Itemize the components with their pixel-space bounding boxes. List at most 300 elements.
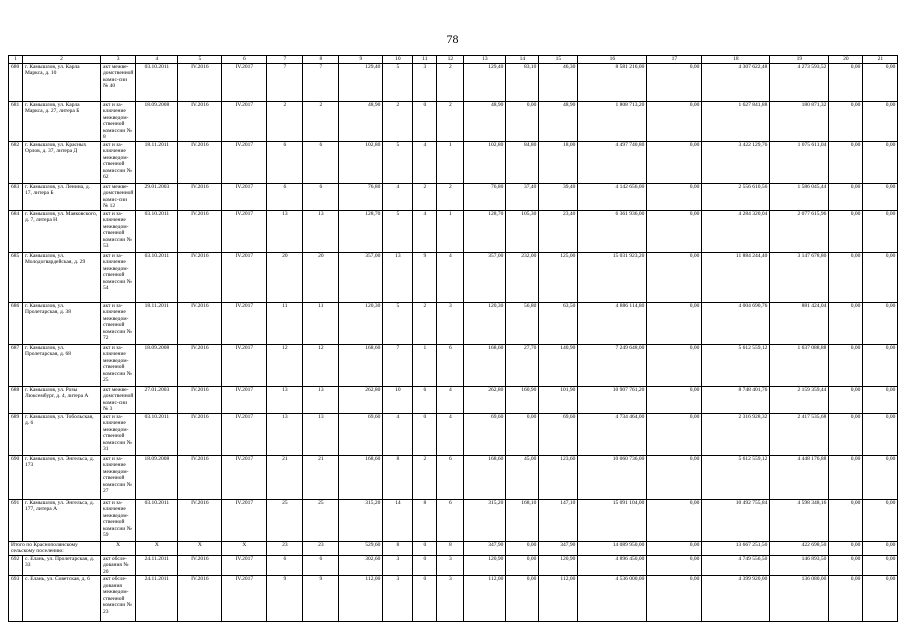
value-cell: 168,60 xyxy=(464,455,506,499)
value-cell: 3 xyxy=(437,302,464,344)
date-cell: 03.10.2011 xyxy=(136,413,178,455)
column-number-row xyxy=(9,56,898,64)
period-cell: IV.2016 xyxy=(178,413,222,455)
period-cell: IV.2017 xyxy=(222,413,267,455)
value-cell: 0,00 xyxy=(863,63,898,101)
value-cell: 2 xyxy=(383,101,413,141)
column-number: 1 xyxy=(9,56,23,64)
housing-table xyxy=(8,55,898,622)
table-row xyxy=(9,63,898,101)
value-cell: 0,00 xyxy=(863,576,898,622)
value-cell: 48,90 xyxy=(464,101,506,141)
value-cell: 5 xyxy=(383,63,413,101)
subtotal-value: 422 698,50 xyxy=(770,541,829,555)
row-number: 681 xyxy=(9,101,23,141)
row-number: 686 xyxy=(9,302,23,344)
table-row xyxy=(9,183,898,210)
value-cell: 20 xyxy=(267,252,303,302)
subtotal-x: X xyxy=(136,541,178,555)
value-cell: 123,60 xyxy=(539,455,578,499)
value-cell: 146 893,50 xyxy=(770,555,829,576)
document-cell: акт и за-ключение межведом-ственной комиссии № 25 xyxy=(101,344,136,386)
value-cell: 0,00 xyxy=(829,252,863,302)
value-cell: 37,40 xyxy=(506,183,539,210)
value-cell: 2 xyxy=(413,183,437,210)
value-cell: 45,00 xyxy=(506,455,539,499)
value-cell: 168,10 xyxy=(506,499,539,541)
value-cell: 7 xyxy=(383,344,413,386)
document-cell: акт межве-домственной комис-сии № 40 xyxy=(101,63,136,101)
value-cell: 0,00 xyxy=(647,555,702,576)
value-cell: 11 884 244,40 xyxy=(702,252,770,302)
value-cell: 102,80 xyxy=(464,141,506,183)
value-cell: 0,00 xyxy=(647,183,702,210)
address-cell: г. Камышлов, ул. Пролетарская, д. 68 xyxy=(23,344,101,386)
value-cell: 180 871,32 xyxy=(770,101,829,141)
value-cell: 4 307 622,48 xyxy=(702,63,770,101)
value-cell: 13 xyxy=(267,413,303,455)
value-cell: 315,20 xyxy=(464,499,506,541)
value-cell: 27,70 xyxy=(506,344,539,386)
value-cell: 125,00 xyxy=(539,252,578,302)
value-cell: 3 xyxy=(437,576,464,622)
value-cell: 48,90 xyxy=(339,101,383,141)
value-cell: 136 080,00 xyxy=(770,576,829,622)
value-cell: 4 xyxy=(437,413,464,455)
value-cell: 0,00 xyxy=(863,210,898,252)
value-cell: 0,00 xyxy=(829,455,863,499)
value-cell: 0,00 xyxy=(863,183,898,210)
value-cell: 102,80 xyxy=(339,141,383,183)
value-cell: 4 142 656,00 xyxy=(578,183,647,210)
column-number: 11 xyxy=(413,56,437,64)
value-cell: 5 xyxy=(383,141,413,183)
period-cell: IV.2016 xyxy=(178,302,222,344)
value-cell: 2 316 928,32 xyxy=(702,413,770,455)
value-cell: 1 627 841,88 xyxy=(702,101,770,141)
period-cell: IV.2017 xyxy=(222,386,267,413)
document-cell: акт обсле-дования № 20 xyxy=(101,555,136,576)
value-cell: 0 xyxy=(413,576,437,622)
subtotal-x: X xyxy=(222,541,267,555)
value-cell: 168,60 xyxy=(464,344,506,386)
document-cell: акт и за-ключение межведом-ственной комиссии № 72 xyxy=(101,302,136,344)
address-cell: г. Камышлов, ул. Карла Маркса, д. 27, литера Б xyxy=(23,101,101,141)
value-cell: 5 612 559,12 xyxy=(702,455,770,499)
period-cell: IV.2017 xyxy=(222,455,267,499)
table-row xyxy=(9,344,898,386)
column-number: 20 xyxy=(829,56,863,64)
document-cell: акт и за-ключение межведом-ственной комиссии № 53 xyxy=(101,210,136,252)
value-cell: 168,60 xyxy=(339,344,383,386)
value-cell: 9 xyxy=(267,576,303,622)
value-cell: 0,00 xyxy=(647,413,702,455)
row-number: 689 xyxy=(9,413,23,455)
value-cell: 315,20 xyxy=(339,499,383,541)
subtotal-x: X xyxy=(178,541,222,555)
value-cell: 0,00 xyxy=(829,499,863,541)
value-cell: 4 xyxy=(413,210,437,252)
value-cell: 3 xyxy=(413,63,437,101)
date-cell: 03.10.2011 xyxy=(136,210,178,252)
period-cell: IV.2017 xyxy=(222,63,267,101)
value-cell: 13 xyxy=(303,413,339,455)
value-cell: 0,00 xyxy=(829,101,863,141)
subtotal-value: 347,90 xyxy=(539,541,578,555)
row-number: 684 xyxy=(9,210,23,252)
value-cell: 15 091 104,00 xyxy=(578,499,647,541)
value-cell: 2 xyxy=(437,63,464,101)
value-cell: 21 xyxy=(267,455,303,499)
table-row xyxy=(9,499,898,541)
subtotal-value: 14 089 950,00 xyxy=(578,541,647,555)
subtotal-value: 23 xyxy=(303,541,339,555)
table-row xyxy=(9,302,898,344)
value-cell: 4 497 740,80 xyxy=(578,141,647,183)
value-cell: 13 xyxy=(303,386,339,413)
document-cell: акт обсле-дования межведом-ственной комиссии № 23 xyxy=(101,576,136,622)
value-cell: 13 xyxy=(267,386,303,413)
value-cell: 0,00 xyxy=(863,499,898,541)
value-cell: 6 xyxy=(267,555,303,576)
subtotal-value: 529,60 xyxy=(339,541,383,555)
value-cell: 18,00 xyxy=(539,141,578,183)
value-cell: 6 xyxy=(267,141,303,183)
value-cell: 13 xyxy=(267,210,303,252)
period-cell: IV.2017 xyxy=(222,141,267,183)
value-cell: 6 xyxy=(437,344,464,386)
subtotal-value: 0 xyxy=(413,541,437,555)
value-cell: 0,00 xyxy=(647,455,702,499)
value-cell: 0,00 xyxy=(506,101,539,141)
address-cell: г. Камышлов, ул. Красных Орлов, д. 37, литера Д xyxy=(23,141,101,183)
value-cell: 0,00 xyxy=(863,413,898,455)
address-cell: с. Елань, ул. Советская, д. 6 xyxy=(23,576,101,622)
value-cell: 4 448 176,88 xyxy=(770,455,829,499)
date-cell: 18.09.2008 xyxy=(136,344,178,386)
value-cell: 4 886 114,80 xyxy=(578,302,647,344)
value-cell: 129,40 xyxy=(464,63,506,101)
row-number: 683 xyxy=(9,183,23,210)
subtotal-value: 347,90 xyxy=(464,541,506,555)
value-cell: 13 xyxy=(383,252,413,302)
value-cell: 302,60 xyxy=(339,555,383,576)
period-cell: IV.2017 xyxy=(222,302,267,344)
value-cell: 83,10 xyxy=(506,63,539,101)
value-cell: 1 xyxy=(413,344,437,386)
date-cell: 03.10.2011 xyxy=(136,499,178,541)
value-cell: 12 xyxy=(303,344,339,386)
column-number: 10 xyxy=(383,56,413,64)
row-number: 690 xyxy=(9,455,23,499)
value-cell: 6 xyxy=(437,499,464,541)
value-cell: 4 xyxy=(383,183,413,210)
value-cell: 4 749 556,50 xyxy=(702,555,770,576)
row-number: 692 xyxy=(9,555,23,576)
value-cell: 3 147 678,80 xyxy=(770,252,829,302)
value-cell: 25 xyxy=(303,499,339,541)
table-row xyxy=(9,455,898,499)
document-cell: акт и за-ключение межведом-ственной комиссии № 59 xyxy=(101,499,136,541)
subtotal-value: 8 xyxy=(383,541,413,555)
value-cell: 4 004 690,76 xyxy=(702,302,770,344)
value-cell: 1 637 088,88 xyxy=(770,344,829,386)
column-number: 16 xyxy=(578,56,647,64)
value-cell: 0,00 xyxy=(829,183,863,210)
value-cell: 0,00 xyxy=(863,455,898,499)
value-cell: 262,80 xyxy=(464,386,506,413)
column-number: 12 xyxy=(437,56,464,64)
value-cell: 39,40 xyxy=(539,183,578,210)
date-cell: 27.01.2003 xyxy=(136,386,178,413)
value-cell: 6 xyxy=(413,386,437,413)
value-cell: 3 xyxy=(383,555,413,576)
address-cell: г. Камышлов, ул. Розы Люксембург, д. 4, литера А xyxy=(23,386,101,413)
value-cell: 1 808 713,20 xyxy=(578,101,647,141)
document-cell: акт и за-ключение межведом-ственной комиссии № 31 xyxy=(101,413,136,455)
row-number: 680 xyxy=(9,63,23,101)
column-number: 5 xyxy=(178,56,222,64)
address-cell: г. Камышлов, ул. Пролетарская, д. 38 xyxy=(23,302,101,344)
value-cell: 232,00 xyxy=(506,252,539,302)
period-cell: IV.2016 xyxy=(178,576,222,622)
value-cell: 0,00 xyxy=(863,386,898,413)
value-cell: 0,00 xyxy=(647,63,702,101)
period-cell: IV.2016 xyxy=(178,555,222,576)
value-cell: 10 907 761,20 xyxy=(578,386,647,413)
period-cell: IV.2016 xyxy=(178,499,222,541)
value-cell: 6 xyxy=(303,183,339,210)
value-cell: 0,00 xyxy=(647,386,702,413)
period-cell: IV.2016 xyxy=(178,63,222,101)
value-cell: 10 xyxy=(383,386,413,413)
value-cell: 2 xyxy=(303,101,339,141)
period-cell: IV.2016 xyxy=(178,210,222,252)
value-cell: 262,80 xyxy=(339,386,383,413)
column-number: 3 xyxy=(101,56,136,64)
value-cell: 10 060 736,00 xyxy=(578,455,647,499)
period-cell: IV.2017 xyxy=(222,555,267,576)
value-cell: 0,00 xyxy=(647,344,702,386)
value-cell: 1 075 611,04 xyxy=(770,141,829,183)
value-cell: 101,90 xyxy=(539,386,578,413)
address-cell: г. Камышлов, ул. Тобольская, д. 6 xyxy=(23,413,101,455)
value-cell: 105,30 xyxy=(506,210,539,252)
column-number: 15 xyxy=(539,56,578,64)
date-cell: 18.09.2008 xyxy=(136,455,178,499)
row-number: 688 xyxy=(9,386,23,413)
value-cell: 4 734 464,00 xyxy=(578,413,647,455)
value-cell: 128,70 xyxy=(464,210,506,252)
value-cell: 11 xyxy=(267,302,303,344)
value-cell: 11 xyxy=(303,302,339,344)
value-cell: 1 xyxy=(437,210,464,252)
value-cell: 0,00 xyxy=(506,413,539,455)
value-cell: 0,00 xyxy=(647,252,702,302)
value-cell: 4 xyxy=(437,252,464,302)
row-number: 685 xyxy=(9,252,23,302)
value-cell: 0 xyxy=(413,101,437,141)
table-row xyxy=(9,210,898,252)
value-cell: 0,00 xyxy=(647,576,702,622)
value-cell: 4 399 920,00 xyxy=(702,576,770,622)
date-cell: 24.11.2011 xyxy=(136,555,178,576)
column-number: 13 xyxy=(464,56,506,64)
value-cell: 0,00 xyxy=(647,302,702,344)
value-cell: 0 xyxy=(413,413,437,455)
value-cell: 120,30 xyxy=(339,302,383,344)
document-cell: акт и за-ключение межведом-ственной комиссии № 62 xyxy=(101,141,136,183)
value-cell: 0,00 xyxy=(863,555,898,576)
value-cell: 9 xyxy=(303,576,339,622)
address-cell: г. Камышлов, ул. Ленина, д. 17, литера Б xyxy=(23,183,101,210)
value-cell: 160,90 xyxy=(506,386,539,413)
value-cell: 0,00 xyxy=(647,141,702,183)
value-cell: 2 xyxy=(437,101,464,141)
column-number: 6 xyxy=(222,56,267,64)
value-cell: 0,00 xyxy=(647,499,702,541)
column-number: 14 xyxy=(506,56,539,64)
column-number: 9 xyxy=(339,56,383,64)
value-cell: 881 424,04 xyxy=(770,302,829,344)
address-cell: г. Камышлов, ул. Маяковского, д. 7, литера Н xyxy=(23,210,101,252)
period-cell: IV.2017 xyxy=(222,576,267,622)
value-cell: 3 xyxy=(437,555,464,576)
value-cell: 84,80 xyxy=(506,141,539,183)
period-cell: IV.2017 xyxy=(222,183,267,210)
value-cell: 0,00 xyxy=(829,302,863,344)
value-cell: 5 612 559,12 xyxy=(702,344,770,386)
value-cell: 0,00 xyxy=(506,555,539,576)
value-cell: 2 xyxy=(413,455,437,499)
period-cell: IV.2016 xyxy=(178,183,222,210)
value-cell: 0,00 xyxy=(829,141,863,183)
value-cell: 4 273 593,52 xyxy=(770,63,829,101)
value-cell: 0,00 xyxy=(829,386,863,413)
value-cell: 1 586 045,44 xyxy=(770,183,829,210)
value-cell: 0,00 xyxy=(829,210,863,252)
value-cell: 0,00 xyxy=(863,252,898,302)
value-cell: 4 xyxy=(437,386,464,413)
document-cell: акт и за-ключение межведом-ственной комиссии № 8 xyxy=(101,101,136,141)
value-cell: 0,00 xyxy=(863,141,898,183)
document-cell: акт и за-ключение межведом-ственной комиссии № 27 xyxy=(101,455,136,499)
subtotal-value: 13 667 251,50 xyxy=(702,541,770,555)
subtotal-value: 8 xyxy=(437,541,464,555)
period-cell: IV.2017 xyxy=(222,499,267,541)
value-cell: 5 xyxy=(383,210,413,252)
value-cell: 8 xyxy=(383,455,413,499)
period-cell: IV.2016 xyxy=(178,141,222,183)
value-cell: 7 249 648,00 xyxy=(578,344,647,386)
value-cell: 2 077 615,96 xyxy=(770,210,829,252)
value-cell: 0,00 xyxy=(863,344,898,386)
period-cell: IV.2016 xyxy=(178,252,222,302)
value-cell: 0,00 xyxy=(647,210,702,252)
value-cell: 6 xyxy=(437,455,464,499)
date-cell: 18.09.2008 xyxy=(136,101,178,141)
value-cell: 4 xyxy=(383,413,413,455)
value-cell: 2 xyxy=(267,101,303,141)
document-cell: акт межве-домственной комис-сии № 12 xyxy=(101,183,136,210)
address-cell: г. Камышлов, ул. Молодогвардейская, д. 29 xyxy=(23,252,101,302)
column-number: 18 xyxy=(702,56,770,64)
value-cell: 8 xyxy=(413,499,437,541)
value-cell: 9 xyxy=(413,252,437,302)
period-cell: IV.2016 xyxy=(178,344,222,386)
value-cell: 15 031 923,20 xyxy=(578,252,647,302)
value-cell: 69,60 xyxy=(539,413,578,455)
period-cell: IV.2017 xyxy=(222,210,267,252)
value-cell: 4 536 000,00 xyxy=(578,576,647,622)
document-cell: акт межве-домственной комис-сии № 3 xyxy=(101,386,136,413)
value-cell: 0 xyxy=(413,555,437,576)
value-cell: 76,80 xyxy=(339,183,383,210)
value-cell: 3 422 129,76 xyxy=(702,141,770,183)
value-cell: 0,00 xyxy=(829,63,863,101)
value-cell: 128,70 xyxy=(339,210,383,252)
date-cell: 18.11.2011 xyxy=(136,141,178,183)
column-number: 2 xyxy=(23,56,101,64)
value-cell: 2 xyxy=(413,302,437,344)
date-cell: 03.10.2011 xyxy=(136,252,178,302)
value-cell: 2 xyxy=(437,183,464,210)
address-cell: г. Камышлов, ул. Энгельса, д. 173 xyxy=(23,455,101,499)
subtotal-value: 0,00 xyxy=(506,541,539,555)
value-cell: 2 556 610,56 xyxy=(702,183,770,210)
date-cell: 18.11.2011 xyxy=(136,302,178,344)
table-row xyxy=(9,555,898,576)
date-cell: 03.10.2011 xyxy=(136,63,178,101)
row-number: 693 xyxy=(9,576,23,622)
table-row xyxy=(9,141,898,183)
value-cell: 120,90 xyxy=(464,555,506,576)
value-cell: 20 xyxy=(303,252,339,302)
subtotal-label: Итого по Краснополянскому сельскому поселению: xyxy=(9,541,101,555)
table-row xyxy=(9,101,898,141)
table-row xyxy=(9,576,898,622)
subtotal-row xyxy=(9,541,898,555)
value-cell: 112,00 xyxy=(539,576,578,622)
value-cell: 0,00 xyxy=(506,576,539,622)
value-cell: 6 361 936,00 xyxy=(578,210,647,252)
row-number: 691 xyxy=(9,499,23,541)
value-cell: 21 xyxy=(303,455,339,499)
period-cell: IV.2016 xyxy=(178,455,222,499)
value-cell: 120,90 xyxy=(539,555,578,576)
value-cell: 23,40 xyxy=(539,210,578,252)
value-cell: 168,60 xyxy=(339,455,383,499)
value-cell: 76,80 xyxy=(464,183,506,210)
period-cell: IV.2017 xyxy=(222,252,267,302)
document-cell: акт и за-ключение межведом-ственной комиссии № 54 xyxy=(101,252,136,302)
column-number: 21 xyxy=(863,56,898,64)
value-cell: 4 xyxy=(413,141,437,183)
subtotal-x: X xyxy=(101,541,136,555)
value-cell: 2 417 535,68 xyxy=(770,413,829,455)
value-cell: 10 492 755,84 xyxy=(702,499,770,541)
address-cell: с. Елань, ул. Пролетарская, д. 33 xyxy=(23,555,101,576)
value-cell: 7 xyxy=(267,63,303,101)
value-cell: 7 xyxy=(303,63,339,101)
value-cell: 357,00 xyxy=(464,252,506,302)
value-cell: 120,30 xyxy=(464,302,506,344)
period-cell: IV.2016 xyxy=(178,101,222,141)
table-row xyxy=(9,252,898,302)
value-cell: 147,10 xyxy=(539,499,578,541)
value-cell: 0,00 xyxy=(829,344,863,386)
date-cell: 24.11.2011 xyxy=(136,576,178,622)
